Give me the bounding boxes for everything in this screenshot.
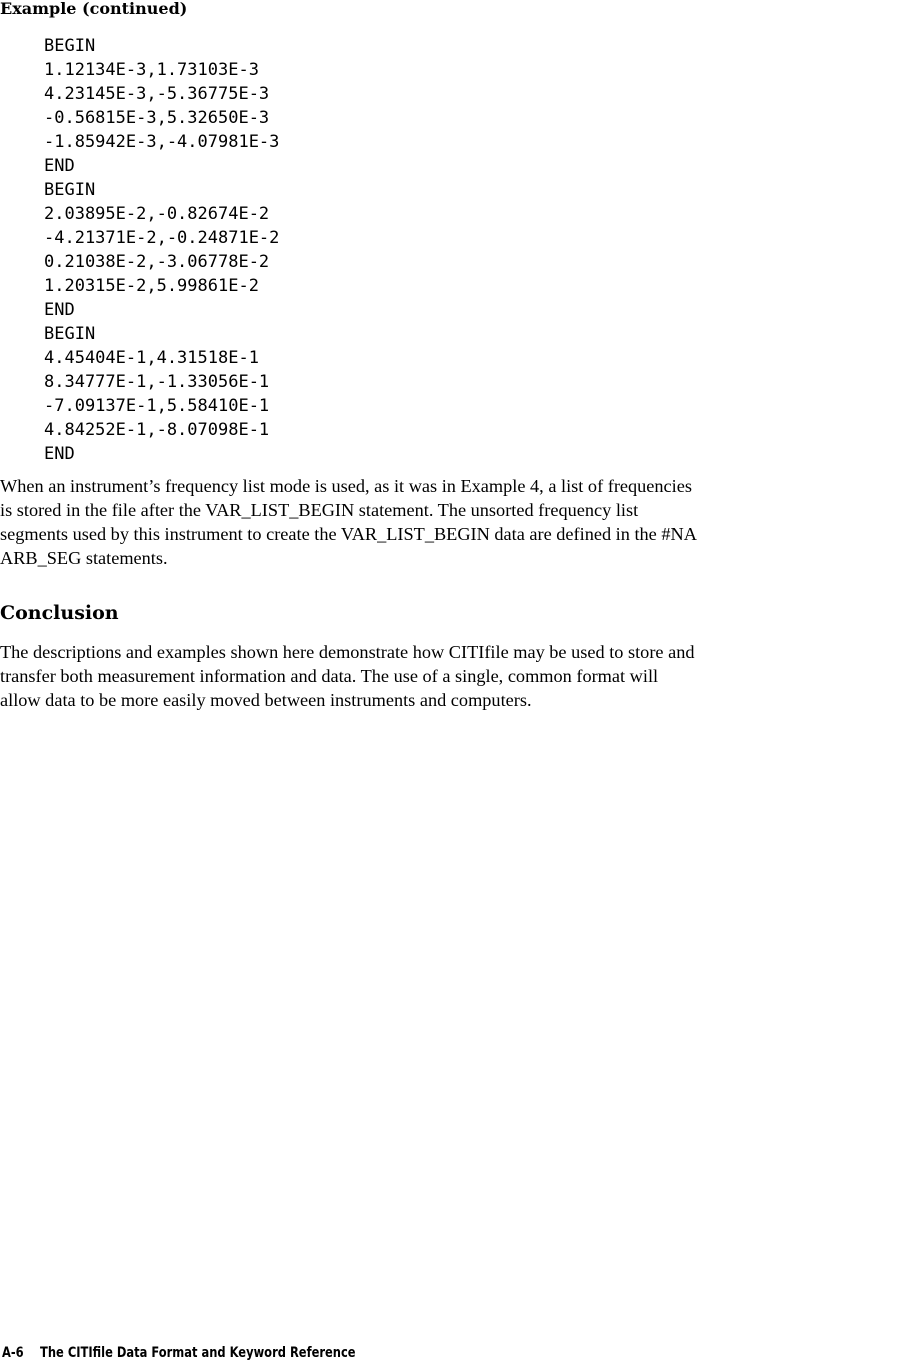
- paragraph-line: segments used by this instrument to create the VAR_LIST_BEGIN data are defined in the #NA: [0, 524, 697, 544]
- paragraph-line: The descriptions and examples shown here demonstrate how CITIfile may be used to store and: [0, 642, 695, 662]
- code-line: -4.21371E-2,-0.24871E-2: [44, 228, 280, 248]
- code-line: 1.12134E-3,1.73103E-3: [44, 60, 259, 80]
- code-line: 8.34777E-1,-1.33056E-1: [44, 372, 270, 392]
- code-line: END: [44, 300, 75, 320]
- code-line: -0.56815E-3,5.32650E-3: [44, 108, 270, 128]
- code-line: BEGIN: [44, 324, 96, 344]
- code-block: [44, 34, 279, 466]
- conclusion-paragraph: [0, 640, 897, 712]
- footer-title: The CITIfile Data Format and Keyword Reference: [40, 1345, 356, 1361]
- code-line: BEGIN: [44, 180, 96, 200]
- code-line: -7.09137E-1,5.58410E-1: [44, 396, 270, 416]
- paragraph-line: is stored in the file after the VAR_LIST_BEGIN statement. The unsorted frequency list: [0, 500, 639, 520]
- paragraph-line: ARB_SEG statements.: [0, 548, 168, 568]
- code-line: BEGIN: [44, 36, 96, 56]
- code-line: 4.45404E-1,4.31518E-1: [44, 348, 259, 368]
- code-line: 2.03895E-2,-0.82674E-2: [44, 204, 270, 224]
- paragraph-line: allow data to be more easily moved between instruments and computers.: [0, 690, 532, 710]
- example-heading: Example (continued): [0, 0, 188, 18]
- frequency-list-paragraph: [0, 474, 897, 570]
- code-line: 4.23145E-3,-5.36775E-3: [44, 84, 270, 104]
- code-line: END: [44, 444, 75, 464]
- page-number: A-6: [2, 1345, 24, 1361]
- paragraph-line: When an instrument’s frequency list mode is used, as it was in Example 4, a list of frequencies: [0, 476, 692, 496]
- paragraph-line: transfer both measurement information and data. The use of a single, common format will: [0, 666, 659, 686]
- conclusion-heading: Conclusion: [0, 602, 119, 624]
- code-line: 4.84252E-1,-8.07098E-1: [44, 420, 270, 440]
- code-line: -1.85942E-3,-4.07981E-3: [44, 132, 280, 152]
- code-line: 0.21038E-2,-3.06778E-2: [44, 252, 270, 272]
- code-line: END: [44, 156, 75, 176]
- code-line: 1.20315E-2,5.99861E-2: [44, 276, 259, 296]
- page-footer: [2, 1344, 356, 1362]
